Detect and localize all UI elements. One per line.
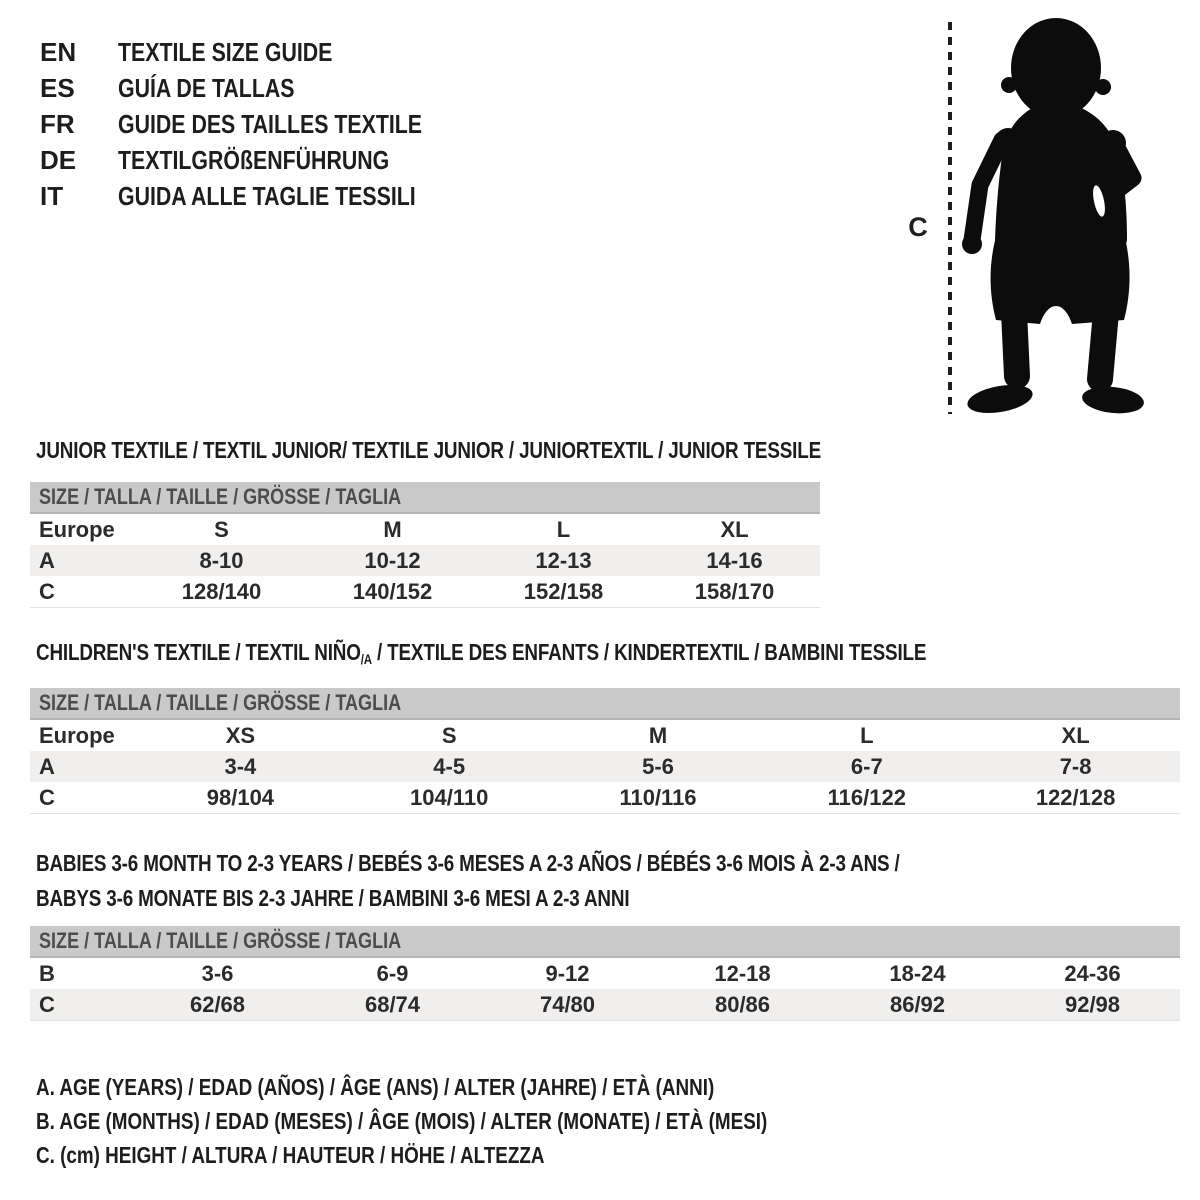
size-cell: L: [860, 723, 874, 748]
language-title-list: [40, 34, 489, 214]
lang-title: TEXTILE SIZE GUIDE: [118, 37, 333, 67]
size-cell: 5-6: [642, 754, 674, 779]
lang-code: ES: [40, 73, 75, 103]
size-cell: XL: [720, 517, 749, 542]
lang-title: TEXTILGRÖßENFÜHRUNG: [118, 145, 390, 175]
size-cell: 86/92: [889, 992, 946, 1017]
lang-code: FR: [40, 109, 75, 139]
size-cell: 158/170: [694, 579, 775, 604]
size-cell: L: [556, 517, 571, 542]
table-row-height: [30, 576, 820, 608]
size-header-bar: SIZE / TALLA / TAILLE / GRÖSSE / TAGLIA: [30, 482, 820, 514]
legend-line-c: C. (cm) HEIGHT / ALTURA / HAUTEUR / HÖHE / ALTEZZA: [36, 1142, 545, 1168]
size-cell: M: [648, 723, 668, 748]
row-label: Europe: [39, 517, 115, 542]
figure-height-label: C: [908, 212, 928, 242]
size-cell: 74/80: [539, 992, 596, 1017]
row-label: B: [39, 961, 55, 986]
size-cell: 6-7: [850, 754, 883, 779]
size-cell: XL: [1061, 723, 1090, 748]
row-label: C: [39, 579, 55, 604]
size-cell: 110/116: [619, 785, 697, 810]
size-cell: 3-4: [224, 754, 257, 779]
size-table-children: [30, 688, 1180, 814]
size-cell: 122/128: [1035, 785, 1116, 810]
size-cell: S: [214, 517, 229, 542]
lang-line-it: [40, 178, 489, 214]
section-title-children: CHILDREN'S TEXTILE / TEXTIL NIÑO/A / TEXTILE DES ENFANTS / KINDERTEXTIL / BAMBINI TESSILE: [36, 639, 927, 667]
lang-title: GUIDE DES TAILLES TEXTILE: [118, 109, 423, 139]
size-header-bar: SIZE / TALLA / TAILLE / GRÖSSE / TAGLIA: [30, 688, 1180, 720]
table-row-age: [30, 545, 820, 576]
size-cell: 12-13: [535, 548, 592, 573]
size-cell: XS: [225, 723, 256, 748]
size-cell: 62/68: [189, 992, 246, 1017]
row-label: A: [39, 548, 55, 573]
table-row-age: [30, 751, 1180, 782]
legend: [36, 1070, 928, 1172]
table-row-height: [30, 989, 1180, 1021]
size-cell: 152/158: [523, 579, 604, 604]
toddler-figure: [900, 12, 1150, 422]
lang-title: GUIDA ALLE TAGLIE TESSILI: [118, 181, 416, 211]
table-row-months: [30, 958, 1180, 989]
legend-line-a: A. AGE (YEARS) / EDAD (AÑOS) / ÂGE (ANS) / ALTER (JAHRE) / ETÀ (ANNI): [36, 1074, 715, 1100]
legend-line-b: B. AGE (MONTHS) / EDAD (MESES) / ÂGE (MOIS) / ALTER (MONATE) / ETÀ (MESI): [36, 1108, 768, 1134]
size-table-junior: [30, 482, 820, 608]
row-label: C: [39, 992, 55, 1017]
lang-code: DE: [40, 145, 77, 175]
lang-code: IT: [40, 181, 64, 211]
size-cell: 14-16: [706, 548, 763, 573]
size-cell: 140/152: [352, 579, 433, 604]
section-title-junior: JUNIOR TEXTILE / TEXTIL JUNIOR/ TEXTILE JUNIOR / JUNIORTEXTIL / JUNIOR TESSILE: [36, 437, 822, 463]
lang-code: EN: [40, 37, 77, 67]
row-label: Europe: [39, 723, 115, 748]
size-cell: 104/110: [410, 785, 489, 810]
size-cell: 18-24: [889, 961, 946, 986]
size-header-bar: SIZE / TALLA / TAILLE / GRÖSSE / TAGLIA: [30, 926, 1180, 958]
row-label: C: [39, 785, 55, 810]
lang-line-en: [40, 34, 489, 70]
table-row-europe: [30, 514, 820, 545]
size-cell: 116/122: [827, 785, 906, 810]
size-cell: 98/104: [206, 785, 275, 810]
size-cell: 10-12: [364, 548, 421, 573]
size-cell: 4-5: [433, 754, 466, 779]
size-cell: M: [383, 517, 402, 542]
baby-silhouette-icon: [962, 18, 1145, 418]
size-cell: 3-6: [201, 961, 234, 986]
lang-title: GUÍA DE TALLAS: [118, 73, 295, 103]
size-cell: 12-18: [714, 961, 771, 986]
lang-line-fr: [40, 106, 489, 142]
size-cell: 8-10: [199, 548, 244, 573]
section-title-babies: BABIES 3-6 MONTH TO 2-3 YEARS / BEBÉS 3-6 MESES A 2-3 AÑOS / BÉBÉS 3-6 MOIS À 2-3 ANS / BABYS 3-6 MONATE BIS 2-3 JAHRE / BAMBINI 3-6 MESI A 2-3 ANNI: [36, 850, 900, 911]
size-cell: 6-9: [376, 961, 409, 986]
table-row-height: [30, 782, 1180, 814]
size-table-babies: [30, 926, 1180, 1021]
size-cell: 7-8: [1059, 754, 1092, 779]
size-cell: 80/86: [714, 992, 771, 1017]
size-cell: 24-36: [1064, 961, 1121, 986]
size-cell: S: [441, 723, 457, 748]
size-cell: 128/140: [181, 579, 262, 604]
table-row-europe: [30, 720, 1180, 751]
lang-line-es: [40, 70, 489, 106]
size-cell: 9-12: [545, 961, 590, 986]
lang-line-de: [40, 142, 489, 178]
row-label: A: [39, 754, 55, 779]
size-cell: 68/74: [364, 992, 421, 1017]
size-cell: 92/98: [1064, 992, 1121, 1017]
nino-a-subscript: /A: [360, 651, 372, 667]
